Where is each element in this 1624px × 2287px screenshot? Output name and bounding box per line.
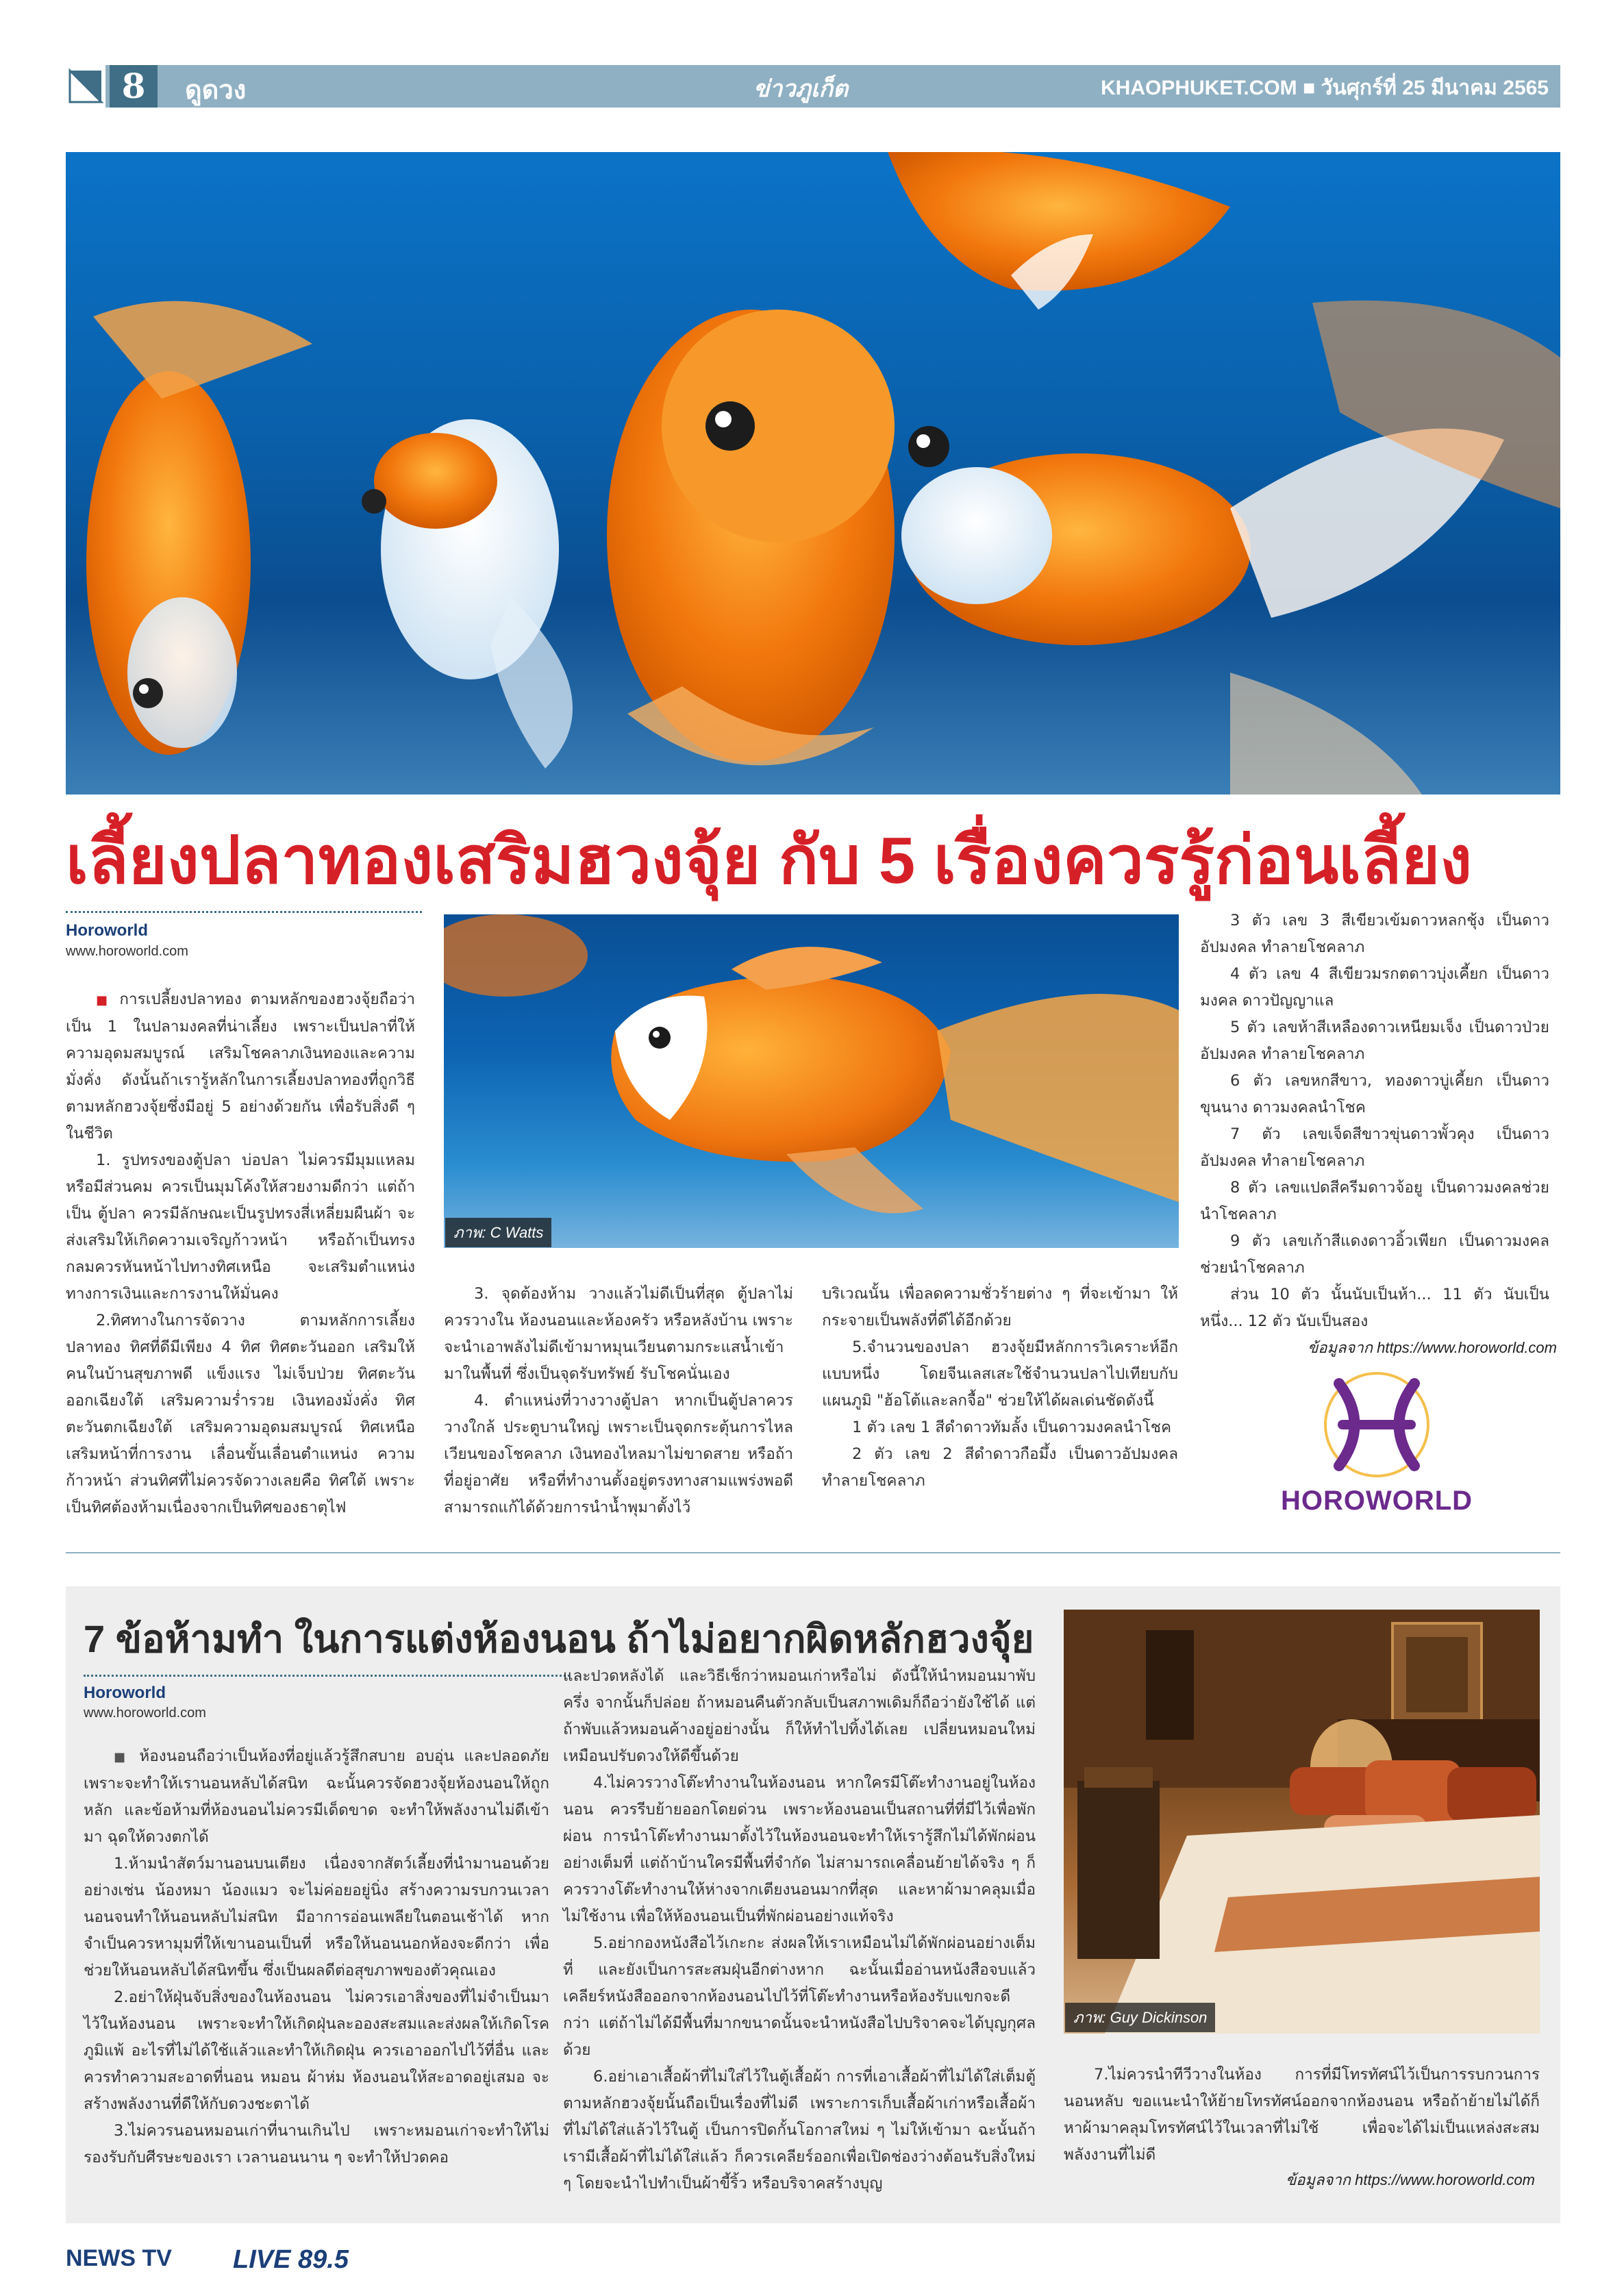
paragraph: 5.อย่ากองหนังสือไว้เกะกะ ส่งผลให้เราเหมือนไม่ได้พักผ่อนอย่างเต็มที่ และยังเป็นการสะสมฝุ่นอีกต่างหาก ฉะนั้นเมื่ออ่านหนังสือจบแล้วเคลียร์หนังสือออกจากห้องนอนไปไว้ที่โต๊ะทำงานหรือห้องรับแขกจะดีกว่า แต่ถ้าไม่ได้มีพื้นที่มากขนาดนั้นจะนำหนังสือไปบริจาคจะได้บุญกุศลด้วย: [563, 1934, 1036, 2059]
brand-name: ข่าวภูเก็ต: [753, 75, 849, 103]
source-rule: [66, 911, 422, 913]
paragraph: 1 ตัว เลข 1 สีดำดาวทัมลั้ง เป็นดาวมงคลนำโชค: [852, 1419, 1172, 1436]
live-radio-logo: LIVE 89.5: [233, 2245, 349, 2274]
source-rule: [84, 1675, 570, 1677]
article2-source: Horoworld: [84, 1684, 166, 1702]
section-divider: [66, 1552, 1560, 1553]
paragraph: และปวดหลังได้ และวิธีเช็กว่าหมอนเก่าหรือไม่ ดังนี้ให้นำหมอนมาพับครึ่ง จากนั้นก็ปล่อย ถ้าหมอนคืนตัวกลับเป็นสภาพเดิมก็ถือว่ายังใช้ได้ แต่ถ้าพับแล้วหมอนค้างอยู่อย่างนั้น ก็ให้ทำไปทิ้งได้เลย เปลี่ยนหมอนใหม่ เหมือนปรับดวงให้ดีขึ้นด้วย: [563, 1667, 1036, 1765]
article2-title: 7 ข้อห้ามทำ ในการแต่งห้องนอน ถ้าไม่อยากผิดหลักฮวงจุ้ย: [84, 1617, 1034, 1660]
publication-logo-icon: [66, 65, 105, 108]
paragraph: 3. จุดต้องห้าม วางแล้วไม่ดีเป็นที่สุด ตู้ปลาไม่ควรวางใน ห้องนอนและห้องครัว หรือหลังบ้าน เพราะจะนำเอาพลังไม่ดีเข้ามาหมุนเวียนตามกระแสน้ำเข้ามาในพื้นที่ ซึ่งเป็นจุดรับทรัพย์ รับโชคนั่นเอง: [444, 1285, 793, 1383]
paragraph: 4.ไม่ควรวางโต๊ะทำงานในห้องนอน หากใครมีโต๊ะทำงานอยู่ในห้องนอน ควรรีบย้ายออกโดยด่วน เพราะห้องนอนเป็นสถานที่ที่มีไว้เพื่อพักผ่อน การนำโต๊ะทำงานมาตั้งไว้ในห้องนอนจะทำให้เรารู้สึกไม่ได้พักผ่อนอย่างเต็มที่ แต่ถ้าบ้านใครมีพื้นที่จำกัด ไม่สามารถเคลื่อนย้ายได้จริง ๆ ก็ควรวางโต๊ะทำงานให้ห่างจากเตียงนอนมากที่สุด และหาผ้ามาคลุมเมื่อไม่ใช้งาน เพื่อให้ห้องนอนเป็นที่พักผ่อนอย่างแท้จริง: [563, 1774, 1036, 1925]
article1-column-4: [1200, 908, 1549, 1335]
photo-credit: ภาพ: C Watts: [445, 1218, 551, 1247]
paragraph: 1. รูปทรงของตู้ปลา บ่อปลา ไม่ควรมีมุมแหลม หรือมีส่วนคม ควรเป็นมุมโค้งให้สวยงามดีกว่า แต่ถ้าเป็น ตู้ปลา ควรมีลักษณะเป็นรูปทรงสี่เหลี่ยมผืนผ้า จะส่งเสริมให้เกิดความเจริญก้าวหน้า หรือถ้าเป็นทรงกลมควรหันหน้าไปทางทิศเหนือ จะเสริมตำแหน่งทางการเงินและการงานให้มั่นคง: [66, 1151, 415, 1303]
paragraph: 6 ตัว เลขหกสีขาว, ทองดาวบู่เคี้ยก เป็นดาวขุนนาง ดาวมงคลนำโชค: [1200, 1072, 1549, 1116]
horoworld-logo-text: HOROWORLD: [1280, 1486, 1473, 1516]
article2-column-2: [563, 1663, 1036, 2197]
hero-goldfish-photo: [66, 152, 1560, 795]
paragraph: 3.ไม่ควรนอนหมอนเก่าที่นานเกินไป เพราะหมอนเก่าจะทำให้ไม่รองรับกับศีรษะของเรา เวลานอนนาน ๆ จะทำให้ปวดคอ: [84, 2122, 549, 2166]
paragraph: ■ การเปลี้ยงปลาทอง ตามหลักของฮวงจุ้ยถือว่าเป็น 1 ในปลามงคลที่น่าเลี้ยง เพราะเป็นปลาที่ให้ความอุดมสมบูรณ์ เสริมโชคลาภเงินทองและความมั่งคั่ง ดังนั้นถ้าเรารู้หลักในการเลี้ยงปลาทองที่ถูกวิธีตามหลักฮวงจุ้ยซึ่งมีอยู่ 5 อย่างด้วยกัน เพื่อรับสิ่งดี ๆ ในชีวิต: [66, 990, 415, 1142]
bullet-icon: ■: [114, 1750, 140, 1764]
article2-column-1: [84, 1743, 549, 2171]
article1-column-1: [66, 986, 415, 1521]
horoworld-logo: [1274, 1366, 1479, 1524]
paragraph: 3 ตัว เลข 3 สีเขียวเข้มดาวหลกชุ้ง เป็นดาวอัปมงคล ทำลายโชคลาภ: [1200, 912, 1549, 956]
section-title: ดูดวง: [185, 76, 247, 105]
paragraph: 2 ตัว เลข 2 สีดำดาวกือมึ้ง เป็นดาวอัปมงคล ทำลายโชคลาภ: [822, 1445, 1178, 1490]
photo-credit: ภาพ: Guy Dickinson: [1065, 2003, 1215, 2032]
article1-column-3: [822, 1281, 1178, 1495]
article1-title: เลี้ยงปลาทองเสริมฮวงจุ้ย กับ 5 เรื่องควรรู้ก่อนเลี้ยง: [66, 824, 1473, 897]
article1-column-2: [444, 1281, 793, 1521]
paragraph: บริเวณนั้น เพื่อลดความชั่วร้ายต่าง ๆ ที่จะเข้ามา ให้กระจายเป็นพลังที่ดีได้อีกด้วย: [822, 1285, 1178, 1329]
article1-source: Horoworld: [66, 921, 148, 940]
page-number: 8: [110, 65, 158, 108]
article1-signoff: ข้อมูลจาก https://www.horoworld.com: [1308, 1339, 1557, 1356]
paragraph: 5 ตัว เลขห้าสีเหลืองดาวเหนียมเจ็ง เป็นดาวป่วยอัปมงคล ทำลายโชคลาภ: [1200, 1018, 1549, 1063]
newstv-logo: NEWS TV: [66, 2245, 172, 2271]
paragraph: 1.ห้ามนำสัตว์มานอนบนเตียง เนื่องจากสัตว์เลี้ยงที่นำมานอนด้วย อย่างเช่น น้องหมา น้องแมว จะไม่ค่อยอยู่นิ่ง สร้างความรบกวนเวลานอนจนทำให้นอนหลับไม่สนิท มีอาการอ่อนเพลียในตอนเช้าได้ หากจำเป็นควรหามุมที่ให้เขานอนเป็นที่ หรือให้นอนนอกห้องจะดีกว่า เพื่อช่วยให้นอนหลับได้สนิทขึ้น ซึ่งเป็นผลดีต่อสุขภาพของตัวคุณเอง: [84, 1855, 549, 1979]
paragraph: 2.อย่าให้ฝุ่นจับสิ่งของในห้องนอน ไม่ควรเอาสิ่งของที่ไม่จำเป็นมาไว้ในห้องนอน เพราะจะทำให้เกิดฝุ่นละอองสะสมและส่งผลให้เกิดโรคภูมิแพ้ อะไรที่ไม่ได้ใช้แล้วและทำให้เกิดฝุ่น ควรเอาออกไปไว้ที่อื่น และควรทำความสะอาดที่นอน หมอน ผ้าห่ม ห้องนอนให้สะอาดอยู่เสมอ จะสร้างพลังงานที่ดีให้กับดวงชะตาได้: [84, 1988, 549, 2113]
paragraph: 5.จำนวนของปลา ฮวงจุ้ยมีหลักการวิเคราะห์อีกแบบหนึ่ง โดยจีนเลสเสะใช้จำนวนปลาไปเทียบกับแผนภูมิ "ฮ้อโต้และลกจื้อ" ช่วยให้ได้ผลเด่นชัดดังนี้: [822, 1338, 1178, 1410]
goldfish-inset-photo: [444, 914, 1179, 1248]
article2-signoff: ข้อมูลจาก https://www.horoworld.com: [1286, 2171, 1535, 2188]
paragraph: 6.อย่าเอาเสื้อผ้าที่ไม่ใส่ไว้ในตู้เสื้อผ้า การที่เอาเสื้อผ้าที่ไม่ได้ใส่เต็มตู้ ตามหลักฮวงจุ้ยนั้นถือเป็นเรื่องที่ไม่ดี เพราะการเก็บเสื้อผ้าเก่าหรือเสื้อผ้าที่ไม่ได้ใส่แล้วไว้ในตู้ เป็นการปิดกั้นโอกาสใหม่ ๆ ไม่ให้เข้ามา ฉะนั้นถ้าเรามีเสื้อผ้าที่ไม่ได้ใส่แล้ว ก็ควรเคลียร์ออกเพื่อเปิดช่องว่างต้อนรับสิ่งใหม่ ๆ โดยจะนำไปทำเป็นผ้าขี้ริ้ว หรือบริจาคสร้างบุญ: [563, 2068, 1036, 2192]
paragraph: 8 ตัว เลขแปดสีครีมดาวจ้อยู เป็นดาวมงคลช่วยนำโชคลาภ: [1200, 1179, 1549, 1223]
paragraph: ■ ห้องนอนถือว่าเป็นห้องที่อยู่แล้วรู้สึกสบาย อบอุ่น และปลอดภัย เพราะจะทำให้เรานอนหลับได้สนิท ฉะนั้นควรจัดฮวงจุ้ยห้องนอนให้ถูกหลัก และข้อห้ามที่ห้องนอนไม่ควรมีเด็ดขาด จะทำให้พลังงานไม่ดีเข้ามา ฉุดให้ดวงตกได้: [84, 1747, 549, 1846]
article2-source-url: www.horoworld.com: [84, 1705, 206, 1721]
article1-source-url: www.horoworld.com: [66, 944, 188, 959]
pisces-icon: [1274, 1366, 1479, 1483]
paragraph: 4. ตำแหน่งที่วางวางตู้ปลา หากเป็นตู้ปลาควรวางใกล้ ประตูบานใหญ่ เพราะเป็นจุดกระตุ้นการไหลเวียนของโชคลาภ เงินทองไหลมาไม่ขาดสาย หรือถ้าที่อยู่อาศัย หรือที่ทำงานตั้งอยู่ตรงทางสามแพร่งพอดี สามารถแก้ได้ด้วยการนำน้ำพุมาตั้งไว้: [444, 1392, 793, 1516]
paragraph: 7.ไม่ควรนำทีวีวางในห้อง การที่มีโทรทัศน์ไว้เป็นการรบกวนการนอนหลับ ขอแนะนำให้ย้ายโทรทัศน์ออกจากห้องนอน หรือถ้าย้ายไม่ได้ก็หาผ้ามาคลุมโทรทัศน์ไว้ในเวลาที่ไม่ใช้ เพื่อจะได้ไม่เป็นแหล่งสะสมพลังงานที่ไม่ดี: [1064, 2066, 1540, 2164]
paragraph: 4 ตัว เลข 4 สีเขียวมรกตดาวบุ่งเคี้ยก เป็นดาวมงคล ดาวปัญญาแล: [1200, 965, 1549, 1010]
paragraph: ส่วน 10 ตัว นั้นนับเป็นห้า... 11 ตัว นับเป็นหนึ่ง... 12 ตัว นับเป็นสอง: [1200, 1286, 1549, 1330]
paragraph: 9 ตัว เลขเก้าสีแดงดาวอิ้วเพียก เป็นดาวมงคลช่วยนำโชคลาภ: [1200, 1232, 1549, 1277]
paragraph: 7 ตัว เลขเจ็ดสีขาวขุ่นดาวพั้วคุง เป็นดาวอัปมงคล ทำลายโชคลาภ: [1200, 1125, 1549, 1170]
paragraph: 2.ทิศทางในการจัดวาง ตามหลักการเลี้ยงปลาทอง ทิศที่ดีมีเพียง 4 ทิศ ทิศตะวันออก เสริมให้คนในบ้านสุขภาพดี แข็งแรง ไม่เจ็บป่วย ทิศตะวันออกเฉียงใต้ เสริมความร่ำรวย เงินทองมั่งคั่ง ทิศตะวันตกเฉียงใต้ เสริมความอุดมสมบูรณ์ ทิศเหนือ เสริมหน้าที่การงาน เลื่อนขั้นเลื่อนตำแหน่ง ความก้าวหน้า ส่วนทิศที่ไม่ควรจัดวางเลยคือ ทิศใต้ เพราะเป็นทิศต้องห้ามเนื่องจากเป็นทิศของธาตุไฟ: [66, 1312, 415, 1516]
site-and-date: KHAOPHUKET.COM ■ วันศุกร์ที่ 25 มีนาคม 2565: [1101, 77, 1549, 99]
bedroom-photo: [1064, 1610, 1540, 2034]
bullet-icon: ■: [96, 993, 120, 1008]
article2-column-3: [1064, 2062, 1540, 2169]
